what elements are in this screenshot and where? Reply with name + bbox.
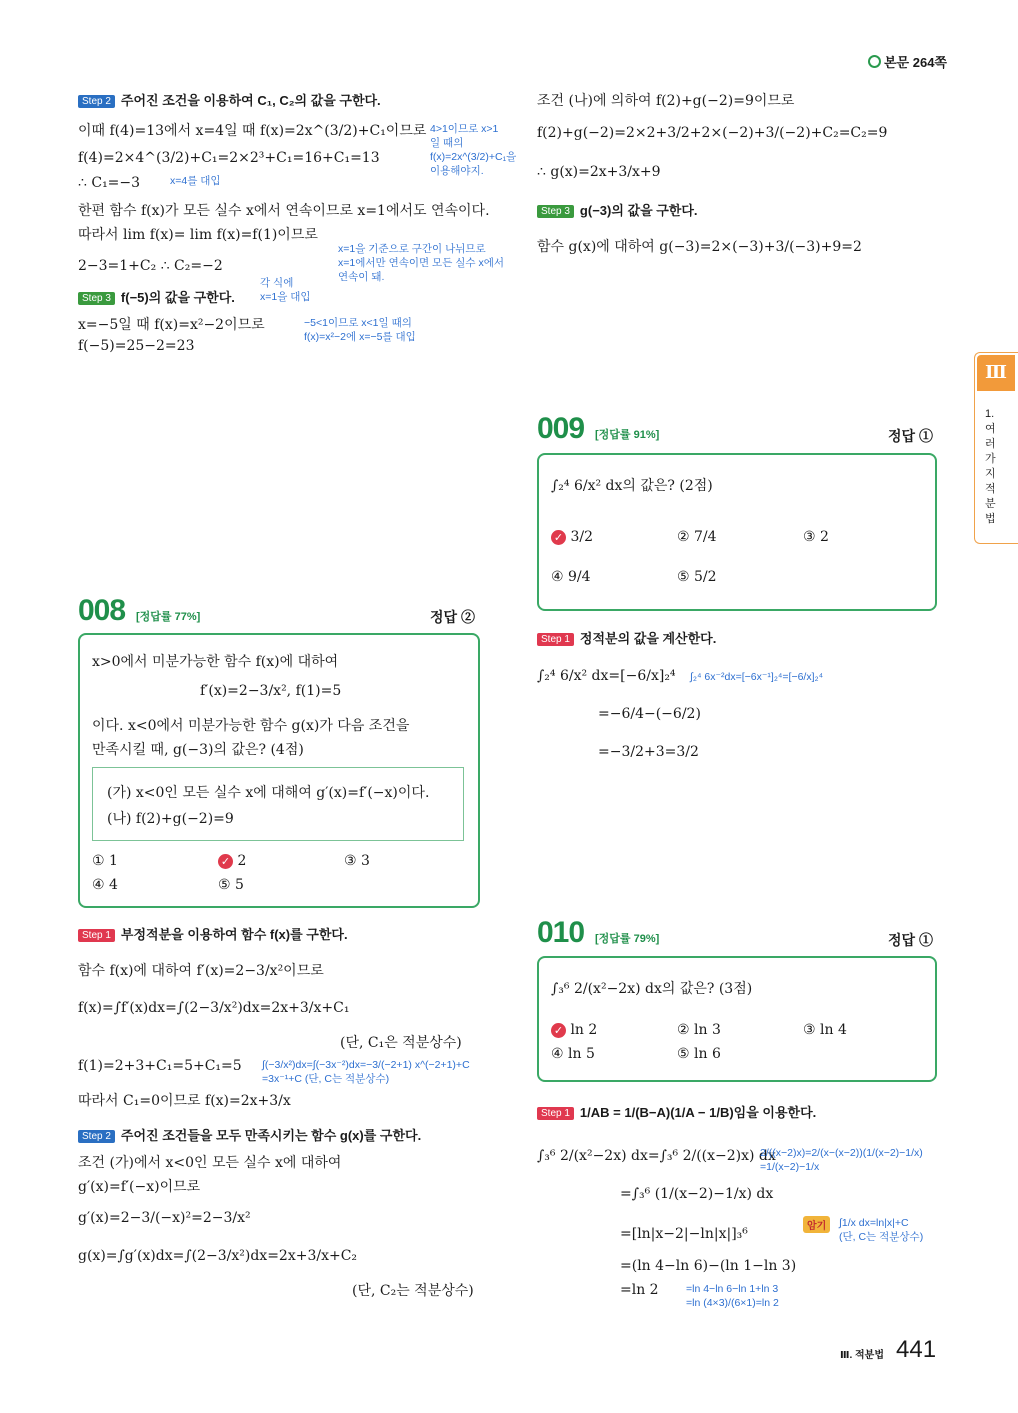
side-note: 2/((x−2)x)=2/(x−(x−2))(1/(x−2)−1/x) =1/(x−2)−1/x <box>760 1147 923 1173</box>
side-note: 각 식에 x=1을 대입 <box>260 277 311 303</box>
page-reference: 본문 264쪽 <box>868 52 947 71</box>
solution-line: =−6/4−(−6/2) <box>598 706 701 722</box>
solution-line: =ln 2 <box>620 1282 659 1298</box>
solution-line: g(x)=∫g′(x)dx=∫(2−3/x²)dx=2x+3/x+C₂ <box>78 1248 358 1264</box>
answer-label: 정답 ② <box>430 609 475 625</box>
page-number: 441 <box>896 1336 937 1363</box>
step3-heading-right: Step 3 g(−3)의 값을 구한다. <box>537 200 698 219</box>
chapter-title: 1. 여러 가지 적분법 <box>985 408 996 525</box>
option-3[interactable]: ③ ln 4 <box>803 1022 847 1038</box>
chapter-roman: Ⅲ <box>977 355 1015 391</box>
solution-line: ∫₃⁶ 2/(x²−2x) dx=∫₃⁶ 2/((x−2)x) dx <box>537 1148 776 1164</box>
step-badge: Step 1 <box>78 929 115 942</box>
text-line: ∴ C₁=−3 <box>78 175 141 191</box>
option-4[interactable]: ④ 9/4 <box>551 569 591 585</box>
option-5[interactable]: ⑤ ln 6 <box>677 1046 721 1062</box>
side-note: 4>1이므로 x>1 일 때의 f(x)=2x^(3/2)+C₁을 이용해야지. <box>430 123 517 177</box>
side-note: x=4를 대입 <box>170 175 221 187</box>
solution-line: 따라서 C₁=0이므로 f(x)=2x+3/x <box>78 1093 291 1109</box>
condition-b: (나) f(2)+g(−2)=9 <box>107 811 234 827</box>
side-note: ∫(−3/x²)dx=∫(−3x⁻²)dx=−3/(−2+1) x^(−2+1)+C =3x⁻¹+C (단, C는 적분상수) <box>262 1059 470 1085</box>
condition-a: (가) x<0인 모든 실수 x에 대해여 g′(x)=f′(−x)이다. <box>107 785 430 801</box>
solution-line: (단, C₂는 적분상수) <box>352 1283 474 1299</box>
question-number: 008 <box>78 594 126 627</box>
text-line: 한편 함수 f(x)가 모든 실수 x에서 연속이므로 x=1에서도 연속이다. <box>78 203 490 219</box>
answer-label: 정답 ① <box>888 428 933 444</box>
option-3[interactable]: ③ 2 <box>803 529 829 545</box>
step2-heading-008: Step 2 주어진 조건들을 모두 만족시키는 함수 g(x)를 구한다. <box>78 1125 421 1144</box>
step1-heading-009: Step 1 정적분의 값을 계산한다. <box>537 628 716 647</box>
check-icon: ✓ <box>551 1023 566 1038</box>
memo-text: ∫1/x dx=ln|x|+C (단, C는 적분상수) <box>839 1217 924 1243</box>
text-line: 함수 g(x)에 대하여 g(−3)=2×(−3)+3/(−3)+9=2 <box>537 239 862 255</box>
solution-line: g′(x)=f′(−x)이므로 <box>78 1179 201 1195</box>
question-box <box>537 453 937 611</box>
question-text: ∫₃⁶ 2/(x²−2x) dx의 값은? (3점) <box>551 981 753 997</box>
question-box <box>78 633 480 908</box>
option-3[interactable]: ③ 3 <box>344 853 370 869</box>
footer-chapter: Ⅲ. 적분법 <box>840 1350 884 1361</box>
accuracy-rate: [정답률 77%] <box>136 611 201 623</box>
text-line: f(−5)=25−2=23 <box>78 338 195 354</box>
option-1[interactable]: ✓ ln 2 <box>551 1022 597 1038</box>
check-icon: ✓ <box>218 854 233 869</box>
solution-line: 함수 f(x)에 대하여 f′(x)=2−3/x²이므로 <box>78 963 324 979</box>
text-line: 2−3=1+C₂ ∴ C₂=−2 <box>78 258 223 274</box>
text-line: 이때 f(4)=13에서 x=4일 때 f(x)=2x^(3/2)+C₁이므로 <box>78 123 427 139</box>
text-line: 조건 (나)에 의하여 f(2)+g(−2)=9이므로 <box>537 93 795 109</box>
step-badge: Step 3 <box>78 292 115 305</box>
text-line: ∴ g(x)=2x+3/x+9 <box>537 164 661 180</box>
question-number: 009 <box>537 412 585 445</box>
option-2[interactable]: ✓ 2 <box>218 853 246 869</box>
solution-line: =∫₃⁶ (1/(x−2)−1/x) dx <box>620 1186 774 1202</box>
option-2[interactable]: ② 7/4 <box>677 529 717 545</box>
accuracy-rate: [정답률 79%] <box>595 933 660 945</box>
option-4[interactable]: ④ ln 5 <box>551 1046 595 1062</box>
solution-line: 조건 (가)에서 x<0인 모든 실수 x에 대하여 <box>78 1155 342 1171</box>
condition-box <box>92 767 464 841</box>
solution-line: f(x)=∫f′(x)dx=∫(2−3/x²)dx=2x+3/x+C₁ <box>78 1000 350 1016</box>
solution-line: =[ln|x−2|−ln|x|]₃⁶ <box>620 1226 748 1242</box>
solution-line: =−3/2+3=3/2 <box>598 744 699 760</box>
question-text: ∫₂⁴ 6/x² dx의 값은? (2점) <box>551 478 713 494</box>
solution-line: =(ln 4−ln 6)−(ln 1−ln 3) <box>620 1258 797 1274</box>
step-badge: Step 3 <box>537 205 574 218</box>
side-note: −5<1이므로 x<1일 때의 f(x)=x²−2에 x=−5를 대입 <box>304 317 416 343</box>
chapter-tab[interactable] <box>974 352 1018 544</box>
question-number: 010 <box>537 916 585 949</box>
side-note: =ln 4−ln 6−ln 1+ln 3 =ln (4×3)/(6×1)=ln 2 <box>686 1283 779 1309</box>
option-4[interactable]: ④ 4 <box>92 877 118 893</box>
option-2[interactable]: ② ln 3 <box>677 1022 721 1038</box>
memo-box <box>803 1216 924 1243</box>
circle-icon <box>868 55 881 68</box>
question-formula: f′(x)=2−3/x², f(1)=5 <box>200 683 342 699</box>
step1-heading-008: Step 1 부정적분을 이용하여 함수 f(x)를 구한다. <box>78 924 348 943</box>
solution-line: g′(x)=2−3/(−x)²=2−3/x² <box>78 1210 251 1226</box>
option-5[interactable]: ⑤ 5 <box>218 877 244 893</box>
check-icon: ✓ <box>551 530 566 545</box>
memo-label: 암기 <box>803 1216 830 1233</box>
side-note: ∫₂⁴ 6x⁻²dx=[−6x⁻¹]₂⁴=[−6/x]₂⁴ <box>690 671 824 683</box>
side-note: x=1을 기준으로 구간이 나뉘므로 x=1에서만 연속이면 모든 실수 x에서 연속이 돼. <box>338 243 504 283</box>
text-line: 따라서 lim f(x)= lim f(x)=f(1)이므로 <box>78 227 318 243</box>
question-text: 이다. x<0에서 미분가능한 함수 g(x)가 다음 조건을 <box>92 718 410 734</box>
question-text: x>0에서 미분가능한 함수 f(x)에 대하여 <box>92 654 339 670</box>
question-text: 만족시킬 때, g(−3)의 값은? (4점) <box>92 742 304 758</box>
text-line: f(4)=2×4^(3/2)+C₁=2×2³+C₁=16+C₁=13 <box>78 150 380 166</box>
solution-line: (단, C₁은 적분상수) <box>340 1035 462 1051</box>
text-line: x=−5일 때 f(x)=x²−2이므로 <box>78 317 265 333</box>
solution-line: ∫₂⁴ 6/x² dx=[−6/x]₂⁴ <box>537 668 676 684</box>
step-badge: Step 2 <box>78 95 115 108</box>
step2-heading-left: Step 2 주어진 조건을 이용하여 C₁, C₂의 값을 구한다. <box>78 90 381 109</box>
option-5[interactable]: ⑤ 5/2 <box>677 569 717 585</box>
accuracy-rate: [정답률 91%] <box>595 429 660 441</box>
step-badge: Step 1 <box>537 1107 574 1120</box>
step3-heading-left: Step 3 f(−5)의 값을 구한다. <box>78 287 235 306</box>
text-line: f(2)+g(−2)=2×2+3/2+2×(−2)+3/(−2)+C₂=C₂=9 <box>537 125 888 141</box>
step1-heading-010: Step 1 1/AB = 1/(B−A)(1/A − 1/B)임을 이용한다. <box>537 1102 816 1121</box>
step-badge: Step 2 <box>78 1130 115 1143</box>
option-1[interactable]: ① 1 <box>92 853 118 869</box>
option-1[interactable]: ✓ 3/2 <box>551 529 593 545</box>
solution-line: f(1)=2+3+C₁=5+C₁=5 <box>78 1058 242 1074</box>
step-badge: Step 1 <box>537 633 574 646</box>
answer-label: 정답 ① <box>888 932 933 948</box>
question-box <box>537 956 937 1082</box>
